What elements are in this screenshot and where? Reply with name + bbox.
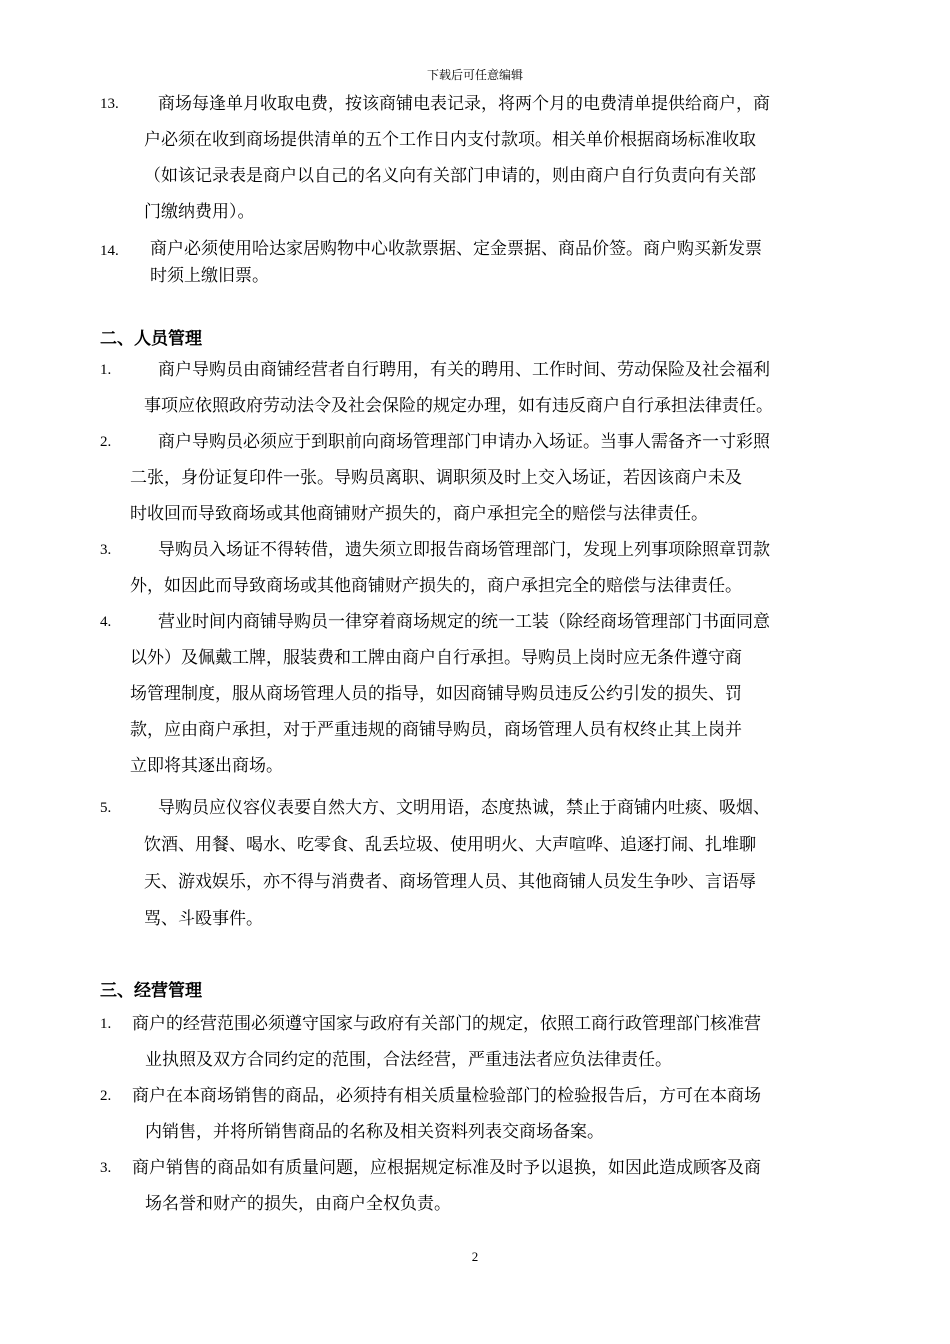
text-line: 导购员入场证不得转借，遗失须立即报告商场管理部门，发现上列事项除照章罚款 bbox=[158, 540, 770, 560]
text-line: 场名誉和财产的损失，由商户全权负责。 bbox=[145, 1194, 451, 1214]
text-line: 门缴纳费用）。 bbox=[144, 202, 255, 222]
item-number: 2. bbox=[100, 1088, 112, 1104]
item-number: 1. bbox=[100, 362, 112, 378]
page-header: 下载后可任意编辑 bbox=[426, 68, 523, 82]
text-line: 立即将其逐出商场。 bbox=[130, 756, 283, 776]
item-number: 3. bbox=[100, 1160, 112, 1176]
text-line: 时须上缴旧票。 bbox=[150, 266, 269, 286]
page-number: 2 bbox=[471, 1249, 479, 1264]
item-number: 14. bbox=[100, 243, 119, 259]
text-line: 以外）及佩戴工牌，服装费和工牌由商户自行承担。导购员上岗时应无条件遵守商 bbox=[130, 648, 742, 668]
text-line: 商户销售的商品如有质量问题，应根据规定标准及时予以退换，如因此造成顾客及商 bbox=[132, 1158, 761, 1178]
item-number: 1. bbox=[100, 1016, 112, 1032]
item-text bbox=[150, 236, 853, 290]
text-line: （如该记录表是商户以自己的名义向有关部门申请的，则由商户自行负责向有关部 bbox=[144, 166, 756, 186]
text-line: 商户在本商场销售的商品，必须持有相关质量检验部门的检验报告后，方可在本商场 bbox=[132, 1086, 761, 1106]
item-number: 4. bbox=[100, 614, 112, 630]
item-number: 2. bbox=[100, 434, 112, 450]
text-line: 商户的经营范围必须遵守国家与政府有关部门的规定，依照工商行政管理部门核准营 bbox=[132, 1014, 761, 1034]
text-line: 导购员应仪容仪表要自然大方、文明用语，态度热诚，禁止于商铺内吐痰、吸烟、 bbox=[158, 798, 770, 818]
text-line: 时收回而导致商场或其他商铺财产损失的，商户承担完全的赔偿与法律责任。 bbox=[130, 504, 708, 524]
text-line: 商户导购员必须应于到职前向商场管理部门申请办入场证。当事人需备齐一寸彩照 bbox=[158, 432, 770, 452]
text-line: 户必须在收到商场提供清单的五个工作日内支付款项。相关单价根据商场标准收取 bbox=[144, 130, 756, 150]
text-line: 二张，身份证复印件一张。导购员离职、调职须及时上交入场证，若因该商户未及 bbox=[130, 468, 742, 488]
item-text bbox=[132, 1150, 853, 1222]
text-line: 内销售，并将所销售商品的名称及相关资料列表交商场备案。 bbox=[145, 1122, 604, 1142]
item-text bbox=[130, 532, 853, 604]
text-line: 骂、斗殴事件。 bbox=[144, 909, 263, 929]
text-line: 天、游戏娱乐，亦不得与消费者、商场管理人员、其他商铺人员发生争吵、言语辱 bbox=[144, 872, 756, 892]
item-number: 13. bbox=[100, 96, 119, 112]
text-line: 款，应由商户承担，对于严重违规的商铺导购员，商场管理人员有权终止其上岗并 bbox=[130, 720, 742, 740]
text-line: 商户导购员由商铺经营者自行聘用，有关的聘用、工作时间、劳动保险及社会福利 bbox=[158, 360, 770, 380]
text-line: 业执照及双方合同约定的范围，合法经营，严重违法者应负法律责任。 bbox=[145, 1050, 672, 1070]
text-line: 场管理制度，服从商场管理人员的指导，如因商铺导购员违反公约引发的损失、罚 bbox=[130, 684, 742, 704]
item-number: 5. bbox=[100, 800, 112, 816]
section-title-personnel: 二、人员管理 bbox=[100, 329, 202, 349]
item-text bbox=[144, 352, 853, 424]
item-text bbox=[130, 604, 853, 784]
text-line: 营业时间内商铺导购员一律穿着商场规定的统一工装（除经商场管理部门书面同意 bbox=[158, 612, 770, 632]
section-title-operations: 三、经营管理 bbox=[100, 981, 202, 1001]
text-line: 事项应依照政府劳动法令及社会保险的规定办理，如有违反商户自行承担法律责任。 bbox=[144, 396, 773, 416]
item-number: 3. bbox=[100, 542, 112, 558]
text-line: 商户必须使用哈达家居购物中心收款票据、定金票据、商品价签。商户购买新发票 bbox=[150, 239, 762, 259]
item-text bbox=[130, 424, 853, 532]
text-line: 饮酒、用餐、喝水、吃零食、乱丢垃圾、使用明火、大声喧哗、追逐打闹、扎堆聊 bbox=[144, 835, 756, 855]
item-text bbox=[132, 1078, 853, 1150]
item-text bbox=[144, 790, 853, 938]
text-line: 商场每逢单月收取电费，按该商铺电表记录，将两个月的电费清单提供给商户，商 bbox=[158, 94, 770, 114]
item-text bbox=[144, 86, 853, 230]
item-text bbox=[132, 1006, 853, 1078]
text-line: 外，如因此而导致商场或其他商铺财产损失的，商户承担完全的赔偿与法律责任。 bbox=[130, 576, 742, 596]
